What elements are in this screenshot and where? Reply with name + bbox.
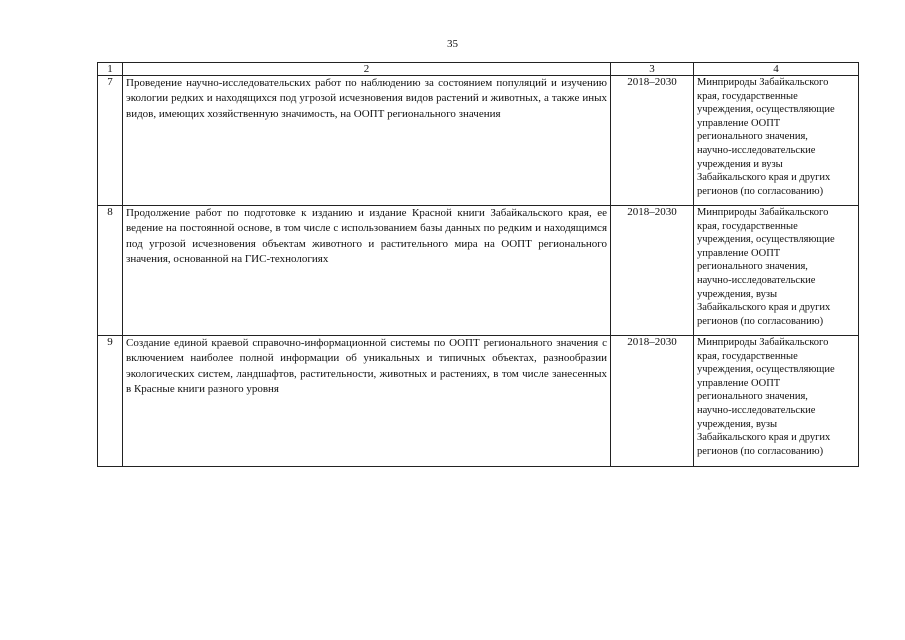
row-number: 9 (98, 336, 123, 467)
responsible-line: регионального значения, (697, 261, 808, 273)
responsible-line: учреждения, осуществляющие (697, 364, 835, 376)
responsible-line: Забайкальского края и других (697, 302, 831, 314)
measures-table (97, 62, 859, 467)
page-number: 35 (447, 38, 458, 50)
responsible-line: учреждения, осуществляющие (697, 104, 835, 116)
responsible-line: управление ООПТ (697, 377, 781, 389)
responsible-line: Минприроды Забайкальского (697, 77, 829, 88)
column-header-1: 1 (98, 63, 123, 76)
responsible-line: края, государственные (697, 220, 798, 232)
responsible-line: регионов (по согласованию) (697, 315, 824, 327)
responsible-line: учреждения, осуществляющие (697, 234, 835, 246)
table-header (98, 63, 859, 76)
responsible-line: учреждения и вузы (697, 158, 783, 170)
responsible-executors (694, 206, 859, 336)
measure-description: Создание единой краевой справочно-информационной системы по ООПТ регионального значения с включением наиболее полной информации об уникальных и типичных объектах, разнообразии экологических систем, ландшафтов, растительности, животных и растениях, в том числе занесенных в Красные книги разного уровня (123, 336, 611, 467)
responsible-line: управление ООПТ (697, 247, 781, 259)
column-header-3: 3 (611, 63, 694, 76)
responsible-line: Забайкальского края и других (697, 432, 831, 444)
responsible-executors (694, 76, 859, 206)
header-row (98, 63, 859, 76)
column-header-2: 2 (123, 63, 611, 76)
table-row (98, 336, 859, 467)
responsible-line: Забайкальского края и других (697, 172, 831, 184)
responsible-line: края, государственные (697, 350, 798, 362)
responsible-line: управление ООПТ (697, 117, 781, 129)
responsible-line: учреждения, вузы (697, 288, 778, 300)
row-number: 8 (98, 206, 123, 336)
table-row (98, 76, 859, 206)
responsible-executors (694, 336, 859, 467)
implementation-period: 2018–2030 (611, 336, 694, 467)
responsible-line: регионов (по согласованию) (697, 445, 824, 457)
implementation-period: 2018–2030 (611, 206, 694, 336)
implementation-period: 2018–2030 (611, 76, 694, 206)
responsible-line: научно-исследовательские (697, 144, 816, 156)
table-row (98, 206, 859, 336)
responsible-line: научно-исследовательские (697, 404, 816, 416)
responsible-line: регионов (по согласованию) (697, 185, 824, 197)
responsible-line: научно-исследовательские (697, 274, 816, 286)
column-header-4: 4 (694, 63, 859, 76)
responsible-line: регионального значения, (697, 391, 808, 403)
responsible-line: учреждения, вузы (697, 418, 778, 430)
responsible-line: Минприроды Забайкальского (697, 337, 829, 348)
measure-description: Продолжение работ по подготовке к изданию и издание Красной книги Забайкальского края, ее ведение на постоянной основе, в том числе с использованием базы данных по редким и находящимся под угрозой исчезновения объектам животного и растительного мира на ООПТ регионального значения, основанной на ГИС-технологиях (123, 206, 611, 336)
measure-description: Проведение научно-исследовательских работ по наблюдению за состоянием популяций и изучению экологии редких и находящихся под угрозой исчезновения видов растений и животных, а также иных видов, имеющих хозяйственную значимость, на ООПТ регионального значения (123, 76, 611, 206)
responsible-line: края, государственные (697, 90, 798, 102)
row-number: 7 (98, 76, 123, 206)
responsible-line: Минприроды Забайкальского (697, 207, 829, 218)
responsible-line: регионального значения, (697, 131, 808, 143)
